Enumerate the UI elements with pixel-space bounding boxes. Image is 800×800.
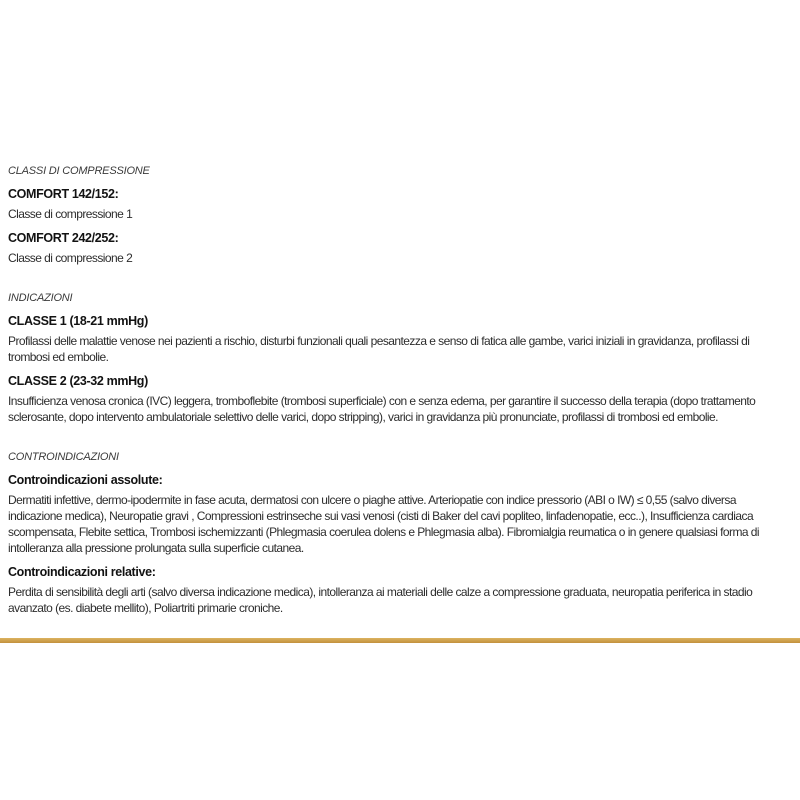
section-label: CLASSI DI COMPRESSIONE bbox=[8, 165, 150, 177]
item-heading: COMFORT 242/252: bbox=[8, 231, 119, 245]
contraindication-item bbox=[8, 472, 790, 556]
section-indicazioni bbox=[8, 291, 790, 425]
item-text: Insufficienza venosa cronica (IVC) leggera, tromboflebite (trombosi superficiale) con e senza edema, per garantire il successo della terapia (dopo trattamento sclerosante, dopo intervento ambulatoriale selettivo delle varici, dopo stripping), varici in gravidanza più pronunciate, profilassi di trombosi ed embolie. bbox=[8, 394, 756, 424]
item-heading: Controindicazioni assolute: bbox=[8, 473, 163, 487]
item-text: Dermatiti infettive, dermo-ipodermite in fase acuta, dermatosi con ulcere o piaghe attive. Arteriopatie con indice pressorio (ABI o IW) ≤ 0,55 (salvo diversa indicazione medica), Neuropatie gravi , Compressioni estrinseche sui vasi venosi (cisti di Baker del cavi popliteo, linfadenopatie, ecc..), Insufficienza cardiaca scompensata, Flebite settica, Trombosi ischemizzanti (Phlegmasia coerulea dolens e Phlegmasia alba). Fibromialgia reumatica o in genere qualsiasi forma di intolleranza alla pressione prolungata sulla superficie cutanea. bbox=[8, 493, 760, 555]
section-classi-di-compressione bbox=[8, 164, 790, 266]
item-text: Classe di compressione 1 bbox=[8, 207, 133, 221]
document-page bbox=[8, 164, 790, 616]
item-text: Perdita di sensibilità degli arti (salvo diversa indicazione medica), intolleranza ai materiali delle calze a compressione graduata, neuropatia periferica in stadio avanzato (es. diabete mellito), Poliartriti primarie croniche. bbox=[8, 585, 753, 615]
contraindication-item bbox=[8, 564, 790, 616]
compression-class-item bbox=[8, 186, 790, 222]
accent-divider bbox=[0, 638, 800, 643]
item-heading: Controindicazioni relative: bbox=[8, 565, 156, 579]
item-text: Profilassi delle malattie venose nei pazienti a rischio, disturbi funzionali quali pesantezza e senso di fatica alle gambe, varici iniziali in gravidanza, profilassi di trombosi ed embolie. bbox=[8, 334, 750, 364]
item-heading: CLASSE 1 (18-21 mmHg) bbox=[8, 314, 148, 328]
indication-item bbox=[8, 313, 790, 365]
section-label: INDICAZIONI bbox=[8, 292, 73, 304]
compression-class-item bbox=[8, 230, 790, 266]
section-label: CONTROINDICAZIONI bbox=[8, 451, 119, 463]
indication-item bbox=[8, 373, 790, 425]
section-controindicazioni bbox=[8, 450, 790, 616]
item-heading: CLASSE 2 (23-32 mmHg) bbox=[8, 374, 148, 388]
item-text: Classe di compressione 2 bbox=[8, 251, 133, 265]
item-heading: COMFORT 142/152: bbox=[8, 187, 119, 201]
